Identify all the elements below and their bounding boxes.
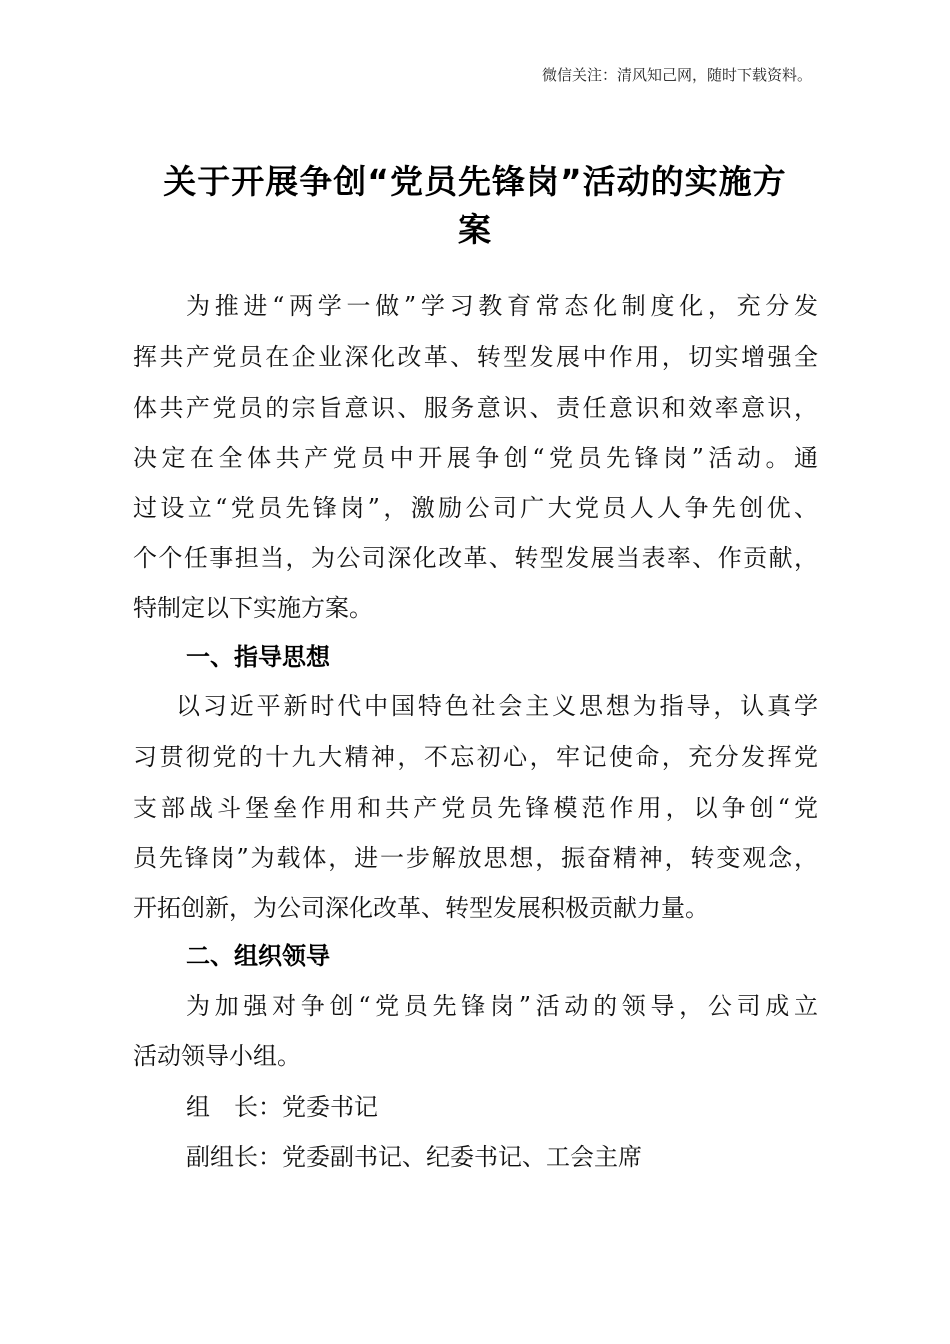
section1-line-2: 习贯彻党的十九大精神，不忘初心，牢记使命，充分发挥党 [133,743,818,771]
section2-line-2: 活动领导小组。 [133,1042,301,1070]
section-heading-guiding-thought: 一、指导思想 [186,643,330,671]
document-title [120,158,830,254]
title-line-2: 案 [458,210,492,249]
header-note: 微信关注：清风知己网，随时下载资料。 [541,66,812,84]
section1-line-5: 开拓创新，为公司深化改革、转型发展积极贡献力量。 [133,894,709,922]
intro-line-4: 决定在全体共产党员中开展争创“党员先锋岗”活动。通 [133,444,818,472]
intro-line-1: 为推进“两学一做”学习教育常态化制度化，充分发 [186,292,818,320]
section1-line-4: 员先锋岗”为载体，进一步解放思想，振奋精神，转变观念， [133,844,818,872]
intro-line-6: 个个任事担当，为公司深化改革、转型发展当表率、作贡献， [133,544,818,572]
intro-line-7: 特制定以下实施方案。 [133,594,373,622]
section1-line-1: 以习近平新时代中国特色社会主义思想为指导，认真学 [176,692,818,720]
intro-line-2: 挥共产党员在企业深化改革、转型发展中作用，切实增强全 [133,343,818,371]
deputy-leader-line: 副组长：党委副书记、纪委书记、工会主席 [186,1143,642,1171]
intro-line-3: 体共产党员的宗旨意识、服务意识、责任意识和效率意识， [133,394,818,422]
section-heading-organization: 二、组织领导 [186,942,330,970]
intro-line-5: 过设立“党员先锋岗”，激励公司广大党员人人争先创优、 [133,494,818,522]
section1-line-3: 支部战斗堡垒作用和共产党员先锋模范作用，以争创“党 [133,794,818,822]
leader-line: 组 长：党委书记 [186,1093,378,1121]
section2-line-1: 为加强对争创“党员先锋岗”活动的领导，公司成立 [186,992,818,1020]
title-line-1: 关于开展争创“党员先锋岗”活动的实施方 [163,162,787,201]
